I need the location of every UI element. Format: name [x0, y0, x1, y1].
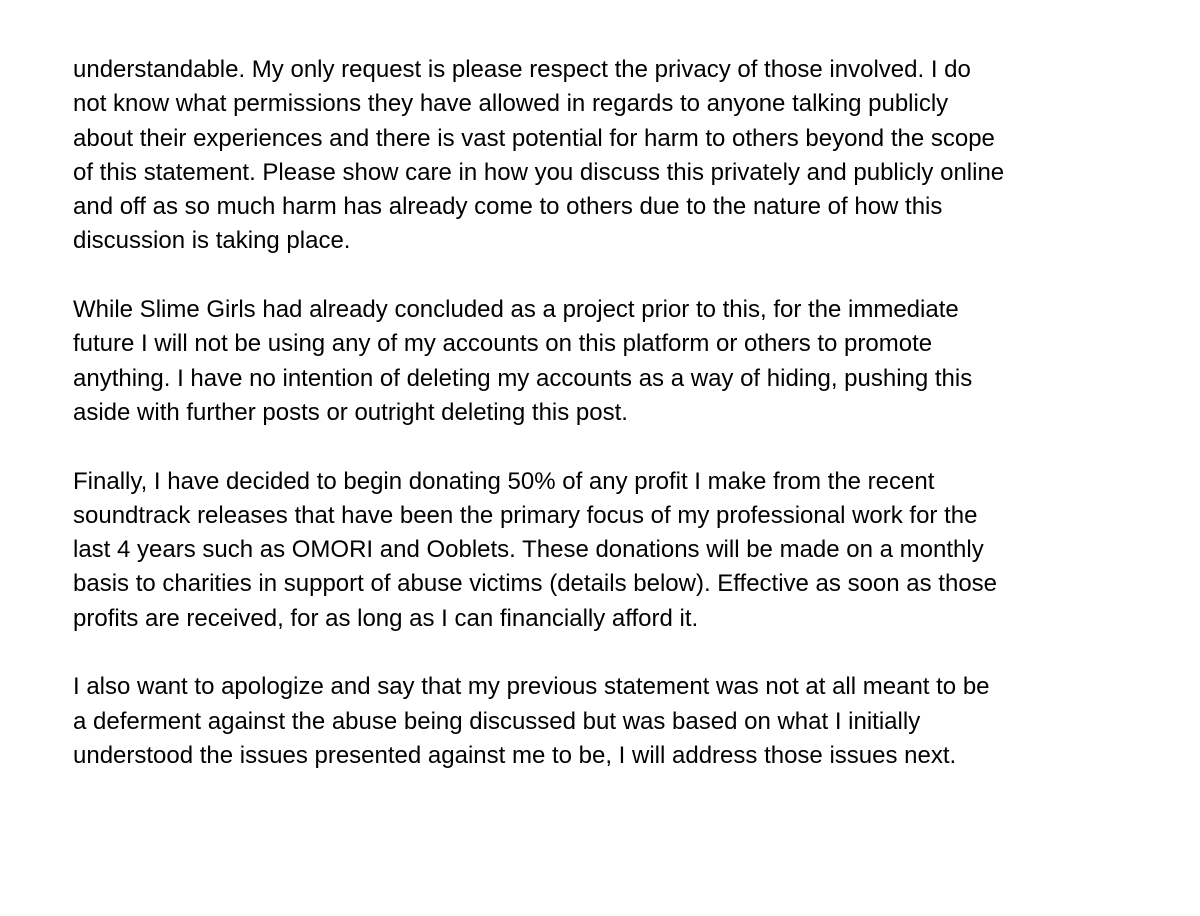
text-line: last 4 years such as OMORI and Ooblets. These donations will be made on a monthly — [73, 536, 984, 564]
paragraph-privacy-request — [73, 53, 1153, 259]
paragraph-apology — [73, 670, 1153, 773]
text-line: of this statement. Please show care in how you discuss this privately and publicly online — [73, 158, 1005, 186]
text-line: understandable. My only request is please respect the privacy of those involved. I do — [73, 56, 971, 83]
text-line: anything. I have no intention of deleting my accounts as a way of hiding, pushing this — [73, 364, 973, 392]
text-line: not know what permissions they have allowed in regards to anyone talking publicly — [73, 90, 949, 118]
text-line: Finally, I have decided to begin donating 50% of any profit I make from the recent — [73, 467, 935, 495]
text-line: discussion is taking place. — [73, 227, 351, 255]
text-line: and off as so much harm has already come to others due to the nature of how this — [73, 193, 943, 221]
text-line: future I will not be using any of my accounts on this platform or others to promote — [73, 330, 933, 358]
text-line: understood the issues presented against me to be, I will address those issues next. — [73, 741, 957, 769]
text-line: a deferment against the abuse being discussed but was based on what I initially — [73, 707, 921, 735]
paragraph-donations — [73, 465, 1153, 636]
text-line: profits are received, for as long as I can financially afford it. — [73, 604, 699, 632]
paragraph-accounts — [73, 293, 1153, 430]
text-line: While Slime Girls had already concluded as a project prior to this, for the immediate — [73, 296, 959, 324]
text-line: aside with further posts or outright deleting this post. — [73, 398, 628, 426]
text-line: basis to charities in support of abuse victims (details below). Effective as soon as those — [73, 570, 998, 598]
text-line: about their experiences and there is vast potential for harm to others beyond the scope — [73, 124, 995, 152]
text-line: I also want to apologize and say that my previous statement was not at all meant to be — [73, 673, 990, 701]
statement-document — [73, 53, 1153, 808]
text-line: soundtrack releases that have been the primary focus of my professional work for the — [73, 501, 978, 529]
